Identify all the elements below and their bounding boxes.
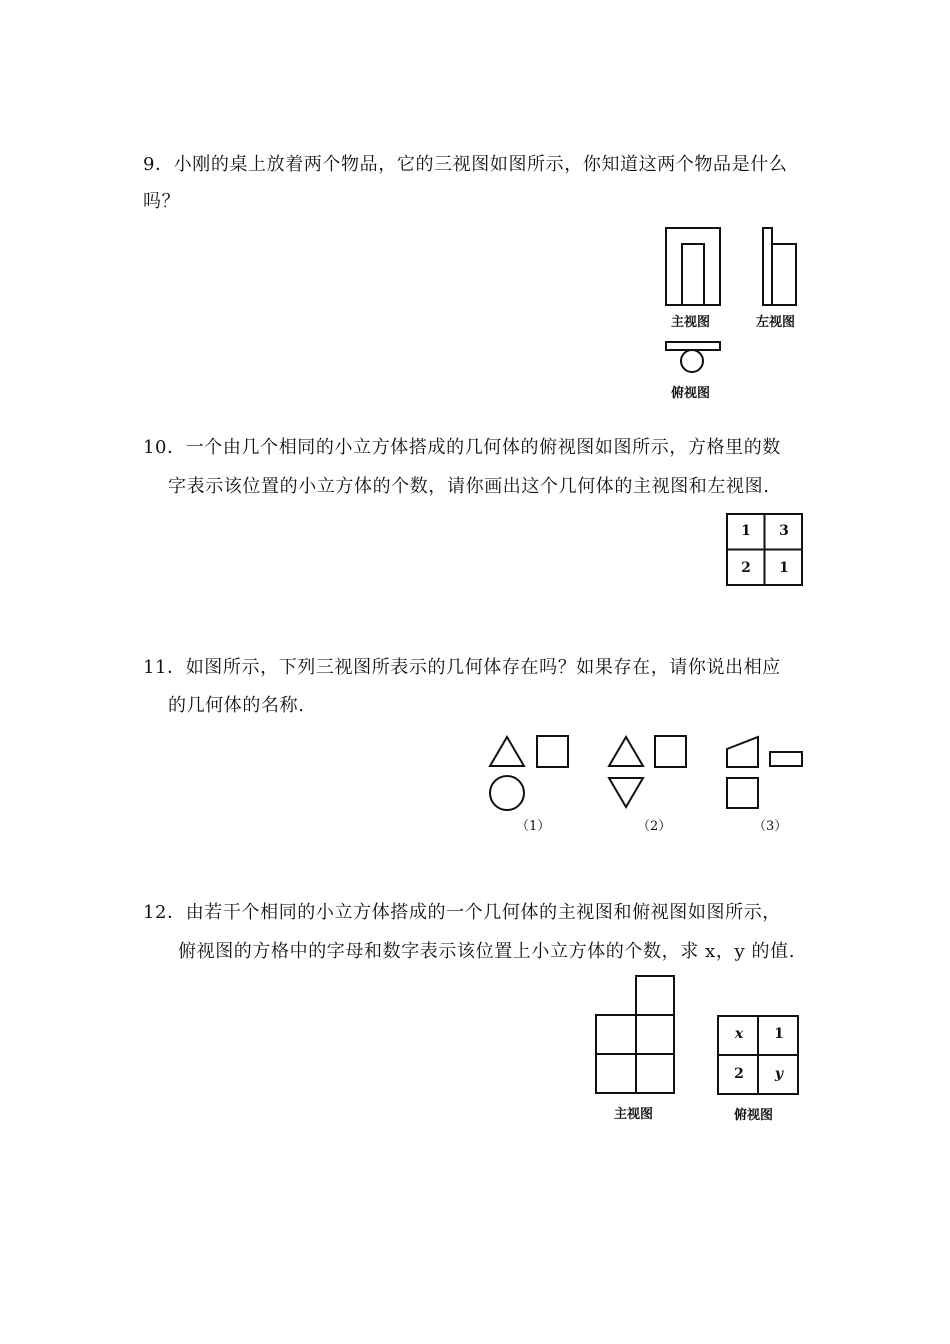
q9-front-view-label: 主视图 [671,315,711,330]
q11-three-view-sets [480,730,810,815]
q12-front-view-figure [590,972,680,1098]
q11-caption-1: （1） [516,819,551,834]
q9-top-view-figure [660,336,730,376]
q11-caption-2: （2） [637,819,672,834]
q10-cell-r1c2: 3 [779,523,789,539]
q9-left-view-label: 左视图 [756,315,796,330]
q9-top-view-label: 俯视图 [671,386,711,401]
q12-cell-r1c1: x [734,1026,744,1042]
q12-cell-r2c1: 2 [734,1066,744,1082]
q10-text-line1: 10．一个由几个相同的小立方体搭成的几何体的俯视图如图所示，方格里的数 [143,437,781,458]
q12-top-view-label: 俯视图 [734,1108,774,1123]
q12-text-line2: 俯视图的方格中的字母和数字表示该位置上小立方体的个数，求 x，y 的值. [178,941,796,962]
q10-cell-r1c1: 1 [741,523,751,539]
q9-left-view-figure [763,228,796,305]
q11-text-line1: 11．如图所示，下列三视图所表示的几何体存在吗？如果存在，请你说出相应 [143,657,781,678]
q11-set1-views [490,736,568,810]
q11-text-line2: 的几何体的名称. [168,695,305,716]
q10-cell-r2c2: 1 [779,560,789,576]
q12-text-line1: 12．由若干个相同的小立方体搭成的一个几何体的主视图和俯视图如图所示， [143,902,781,923]
q10-text-line2: 字表示该位置的小立方体的个数，请你画出这个几何体的主视图和左视图. [168,476,770,497]
q12-cell-r1c2: 1 [774,1026,784,1042]
q10-cell-r2c1: 2 [741,560,751,576]
q12-top-view-grid [714,1012,804,1098]
q9-front-view-figure [666,228,720,305]
q11-set2-views [609,736,686,807]
q12-cell-r2c2: y [774,1066,784,1082]
q11-set3-views [727,737,802,808]
q9-text-line1: 9．小刚的桌上放着两个物品，它的三视图如图所示，你知道这两个物品是什么 [143,154,788,175]
q11-caption-3: （3） [753,819,788,834]
q12-front-view-label: 主视图 [614,1107,654,1122]
q9-text-line2: 吗？ [143,191,181,212]
